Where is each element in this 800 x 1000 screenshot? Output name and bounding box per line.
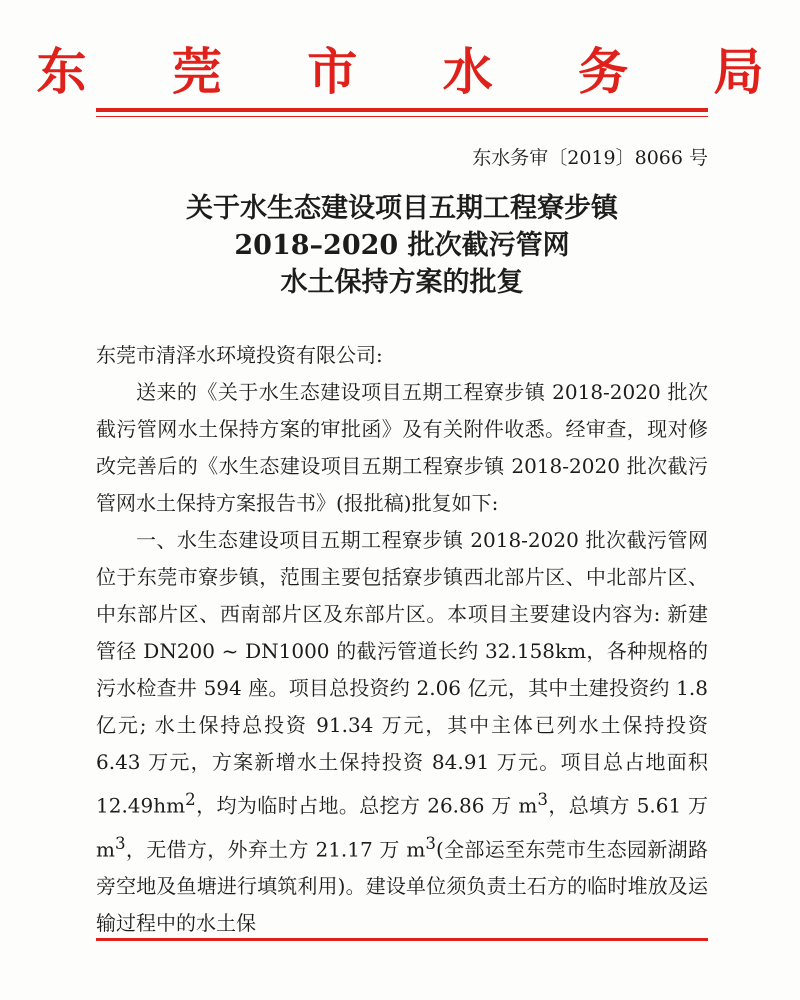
title-line-2: 2018–2020 批次截污管网: [234, 230, 570, 261]
superscript-3: 3: [425, 833, 436, 853]
letterhead-red-rule-thick: [96, 108, 708, 112]
letterhead-red-rule-thin: [96, 116, 708, 117]
paragraph-2: [96, 522, 708, 942]
superscript-2: 2: [185, 790, 196, 809]
superscript-3: 3: [114, 833, 126, 853]
paragraph-2-text-5: (全部运至东莞市生态园新湖路旁空地及鱼塘进行填筑利用)。建设单位须负责土石方的临时堆放及运输过程中的水土保: [96, 837, 708, 936]
paragraph-1: 送来的《关于水生态建设项目五期工程寮步镇 2018-2020 批次截污管网水土保持方案的审批函》及有关附件收悉。经审查，现对修改完善后的《水生态建设项目五期工程寮步镇 2018-2020 批次截污管网水土保持方案报告书》(报批稿)批复如下:: [96, 380, 708, 515]
document-number: 东水务审〔2019〕8066 号: [472, 147, 708, 169]
paragraph-2-text-4: ，无借方，外弃土方 21.17 万 m: [125, 837, 426, 862]
title-line-3: 水土保持方案的批复: [280, 267, 524, 298]
superscript-3: 3: [537, 790, 548, 809]
document-title: [96, 190, 708, 301]
paragraph-2-text-2: ，均为临时占地。总挖方 26.86 万 m: [195, 793, 538, 818]
agency-letterhead: 东 莞 市 水 务 局: [36, 43, 798, 101]
document-body: [96, 337, 708, 942]
footer-red-rule: [96, 938, 708, 941]
paragraph-2-text-1: 一、水生态建设项目五期工程寮步镇 2018-2020 批次截污管网位于东莞市寮步镇，范围主要包括寮步镇西北部片区、中北部片区、中东部片区、西南部片区及东部片区。本项目主要建设内容为: 新建管径 DN200 ~ DN1000 的截污管道长约 32.158km，各种规格的污水检查井 594 座。项目总投资约 2.06 亿元，其中土建投资约 1.8 亿元; 水土保持总投资 91.34 万元，其中主体已列水土保持投资 6.43 万元，方案新增水土保持投资 84.91 万元。项目总占地面积 12.49hm: [96, 528, 708, 818]
title-line-1: 关于水生态建设项目五期工程寮步镇: [186, 193, 618, 224]
salutation: 东莞市清泽水环境投资有限公司:: [96, 343, 383, 367]
paragraph-2-text-3: ，总填方 5.61 万 m: [96, 793, 708, 862]
